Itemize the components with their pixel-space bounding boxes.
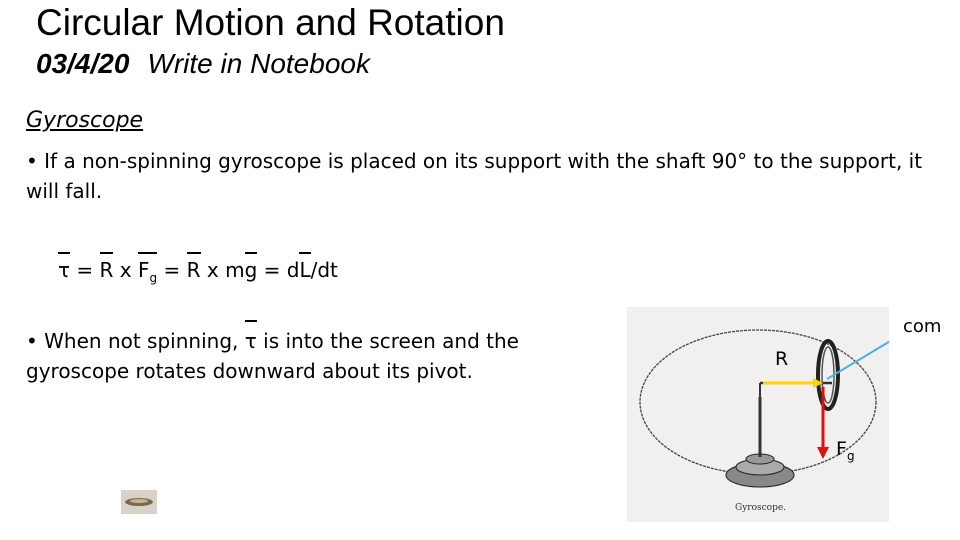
angular-momentum-vector: L bbox=[299, 258, 311, 282]
d-symbol: d bbox=[286, 258, 300, 282]
subtitle bbox=[36, 48, 370, 80]
equals-sign: = bbox=[163, 258, 181, 282]
slide-title: Circular Motion and Rotation bbox=[36, 2, 505, 43]
torque-equation bbox=[58, 258, 338, 285]
tau-symbol: τ bbox=[245, 326, 257, 356]
thumbnail-image bbox=[121, 490, 157, 514]
cross-symbol: x bbox=[206, 258, 219, 282]
bullet-marker: • bbox=[26, 149, 38, 173]
equals-sign: = bbox=[76, 258, 94, 282]
instruction-text: Write in Notebook bbox=[147, 48, 370, 79]
fg-subscript: g bbox=[846, 448, 855, 463]
section-heading: Gyroscope bbox=[26, 108, 144, 133]
bullet-marker: • bbox=[26, 329, 38, 353]
tau-symbol: τ bbox=[58, 258, 71, 282]
r-vector: R bbox=[99, 258, 114, 282]
illustration-caption: Gyroscope. bbox=[735, 503, 787, 513]
equals-sign: = bbox=[263, 258, 281, 282]
force-vector bbox=[138, 258, 157, 285]
mass-symbol: m bbox=[225, 258, 245, 282]
bullet-text: If a non-spinning gyroscope is placed on its support with the shaft 90° to the support, it will fall. bbox=[26, 149, 923, 203]
date-text: 03/4/20 bbox=[36, 48, 130, 79]
force-symbol: F bbox=[138, 258, 150, 282]
gyroscope-illustration bbox=[627, 307, 889, 522]
r-label: R bbox=[775, 348, 789, 370]
bullet-text-start: When not spinning, bbox=[44, 329, 239, 353]
r-vector: R bbox=[186, 258, 201, 282]
force-subscript: g bbox=[149, 271, 158, 285]
gravity-vector: g bbox=[244, 258, 258, 282]
fg-label bbox=[836, 438, 855, 463]
dt-symbol: /dt bbox=[310, 258, 338, 282]
fg-symbol: F bbox=[836, 438, 847, 460]
bullet-paragraph-1 bbox=[26, 146, 926, 206]
cross-symbol: x bbox=[119, 258, 132, 282]
bullet-paragraph-2 bbox=[26, 326, 546, 386]
com-label: com bbox=[903, 316, 942, 337]
bullet-text-end: is into the screen and the gyroscope rotates downward about its pivot. bbox=[26, 329, 519, 383]
illustration-background bbox=[627, 307, 889, 522]
